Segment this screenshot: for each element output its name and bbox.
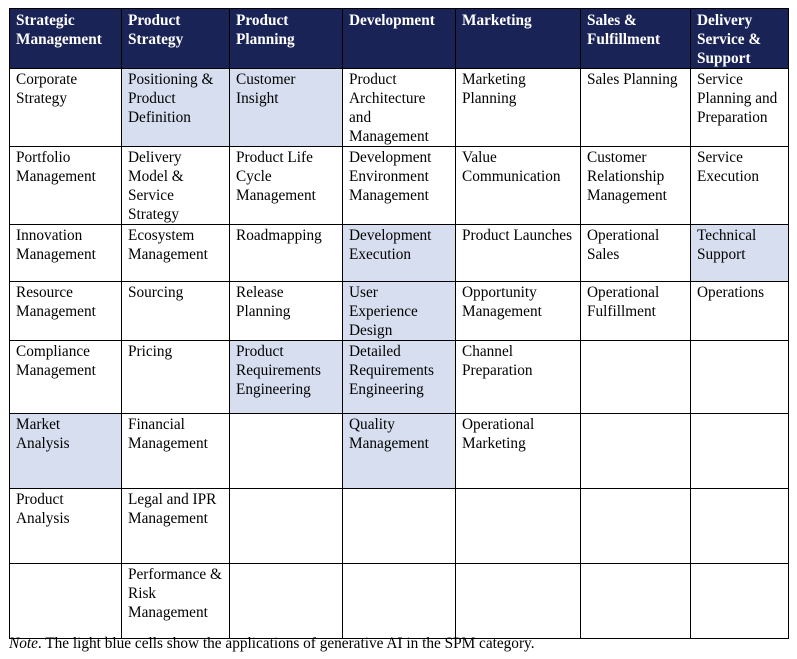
table-row [10, 69, 789, 147]
table-cell: Legal and IPR Management [122, 489, 230, 564]
table-cell [343, 489, 456, 564]
table-cell [10, 564, 122, 639]
table-row [10, 282, 789, 341]
table-row [10, 564, 789, 639]
table-cell [230, 564, 343, 639]
table-cell [581, 341, 691, 414]
table-cell: Sourcing [122, 282, 230, 341]
table-cell: Roadmapping [230, 225, 343, 282]
table-cell: Product Life Cycle Management [230, 147, 343, 225]
table-cell: Channel Preparation [456, 341, 581, 414]
header-development: Development [343, 9, 456, 69]
table-cell: Resource Management [10, 282, 122, 341]
table-row [10, 489, 789, 564]
table-cell: Operational Sales [581, 225, 691, 282]
table-cell: Pricing [122, 341, 230, 414]
table-cell: Sales Planning [581, 69, 691, 147]
table-cell: Financial Management [122, 414, 230, 489]
table-cell: Performance & Risk Management [122, 564, 230, 639]
table-cell: Ecosystem Management [122, 225, 230, 282]
table-cell [456, 564, 581, 639]
table-body [10, 69, 789, 639]
table-cell: User Experience Design [343, 282, 456, 341]
table-cell: Value Communication [456, 147, 581, 225]
header-delivery-service-support: Delivery Service & Support [691, 9, 789, 69]
table-cell: Release Planning [230, 282, 343, 341]
table-cell: Customer Insight [230, 69, 343, 147]
table-cell: Market Analysis [10, 414, 122, 489]
header-product-strategy: Product Strategy [122, 9, 230, 69]
table-note [9, 634, 535, 653]
header-product-planning: Product Planning [230, 9, 343, 69]
table-row [10, 147, 789, 225]
table-cell [581, 564, 691, 639]
table-cell: Product Launches [456, 225, 581, 282]
table-cell: Marketing Planning [456, 69, 581, 147]
table-cell [691, 414, 789, 489]
table-cell: Service Execution [691, 147, 789, 225]
table-cell: Detailed Requirements Engineering [343, 341, 456, 414]
table-cell: Development Environment Management [343, 147, 456, 225]
note-text: . The light blue cells show the applications of generative AI in the SPM category. [37, 635, 535, 652]
table-row [10, 225, 789, 282]
header-marketing: Marketing [456, 9, 581, 69]
table-cell: Operational Fulfillment [581, 282, 691, 341]
table-cell: Quality Management [343, 414, 456, 489]
table-cell: Delivery Model & Service Strategy [122, 147, 230, 225]
table-cell [691, 341, 789, 414]
note-label: Note [9, 635, 38, 652]
header-sales-fulfillment: Sales & Fulfillment [581, 9, 691, 69]
table-cell: Customer Relationship Management [581, 147, 691, 225]
table-cell [230, 489, 343, 564]
table-cell: Operational Marketing [456, 414, 581, 489]
table-cell: Service Planning and Preparation [691, 69, 789, 147]
table-cell: Corporate Strategy [10, 69, 122, 147]
spm-table [9, 8, 789, 639]
table-cell [691, 564, 789, 639]
table-cell: Technical Support [691, 225, 789, 282]
table-cell [691, 489, 789, 564]
table-cell [581, 489, 691, 564]
table-cell: Compliance Management [10, 341, 122, 414]
table-row [10, 414, 789, 489]
table-row [10, 341, 789, 414]
table-cell: Product Requirements Engineering [230, 341, 343, 414]
header-row [10, 9, 789, 69]
table-cell [581, 414, 691, 489]
table-cell: Product Architecture and Management [343, 69, 456, 147]
header-strategic-management: Strategic Management [10, 9, 122, 69]
table-cell: Innovation Management [10, 225, 122, 282]
table-cell [230, 414, 343, 489]
table-cell: Positioning & Product Definition [122, 69, 230, 147]
table-cell: Development Execution [343, 225, 456, 282]
table-cell [343, 564, 456, 639]
table-cell: Operations [691, 282, 789, 341]
table-cell: Opportunity Management [456, 282, 581, 341]
table-cell [456, 489, 581, 564]
table-cell: Product Analysis [10, 489, 122, 564]
table-cell: Portfolio Management [10, 147, 122, 225]
